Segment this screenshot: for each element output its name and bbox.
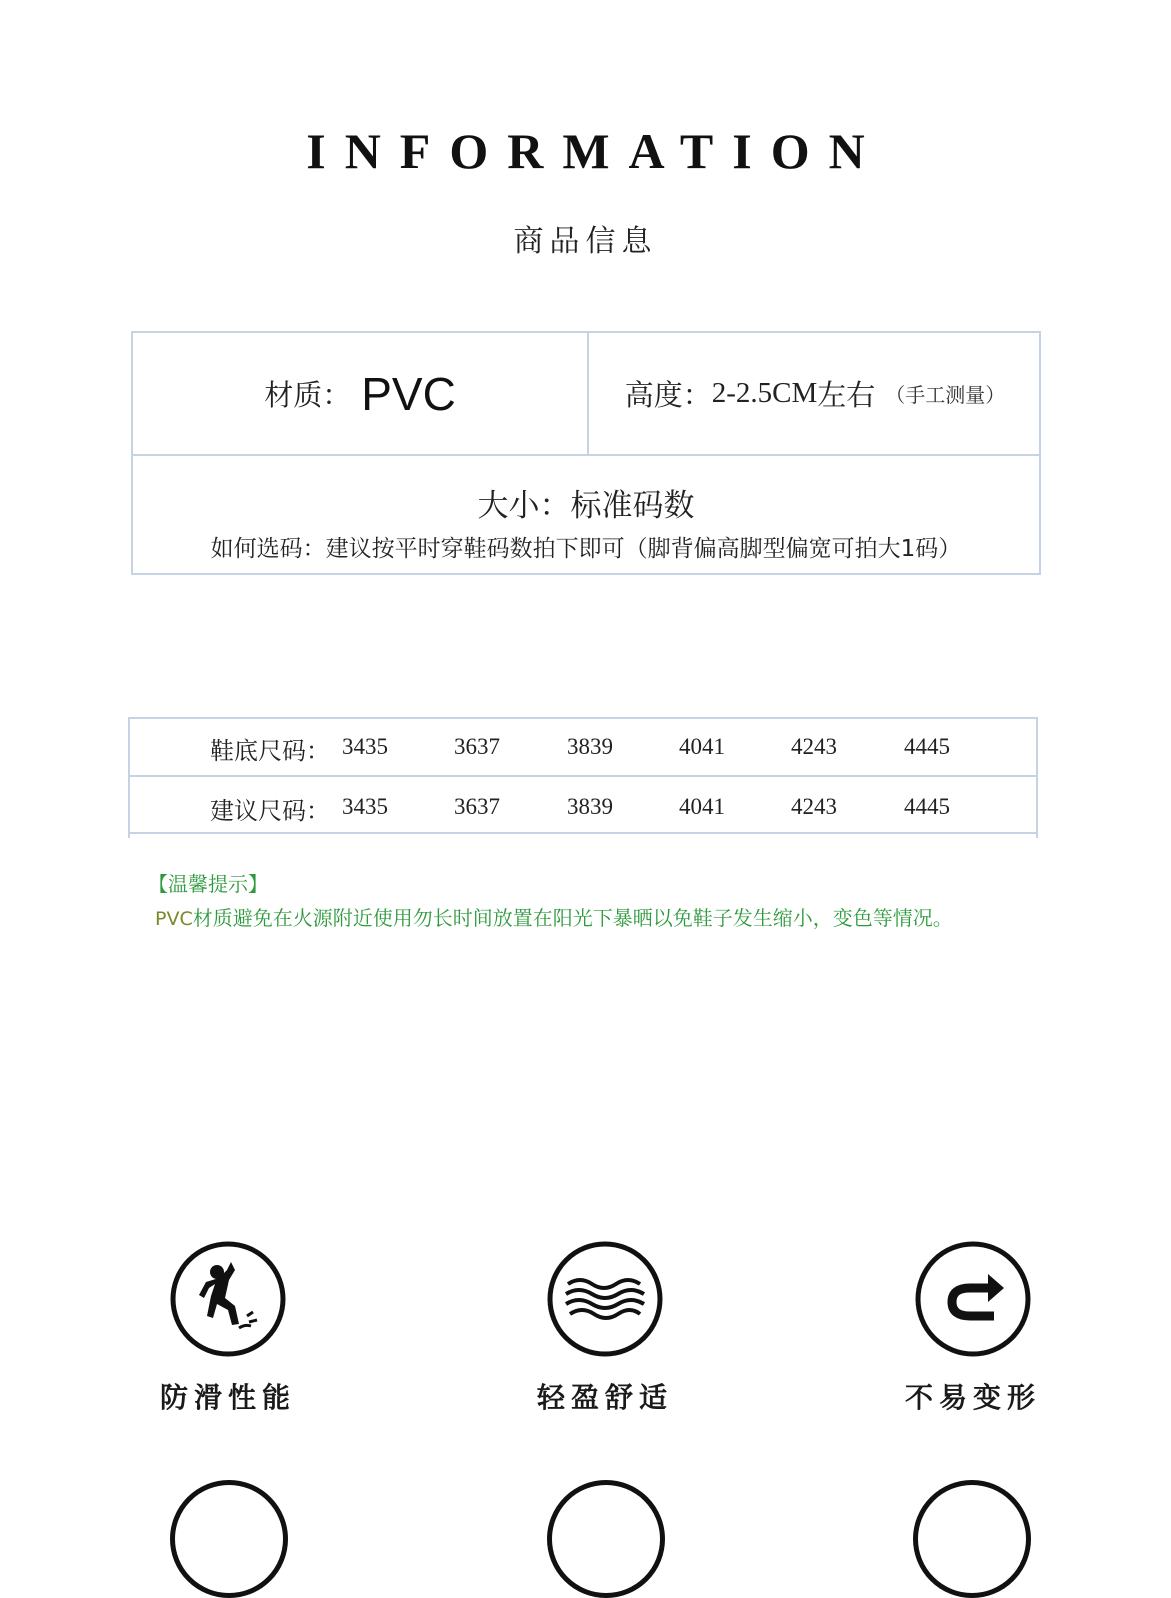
material-cell [133,333,587,454]
size-value: 3435 [342,794,388,819]
feature-label: 轻盈舒适 [536,1381,673,1414]
slip-person-icon [169,1240,287,1358]
table-row [128,717,1038,775]
tip-pvc: PVC [155,908,193,930]
product-info-box [131,331,1041,575]
size-value: 3435 [342,734,388,759]
feature-label: 防滑性能 [159,1381,296,1414]
row-label: 鞋底尺码： [210,737,330,765]
feature-lightweight [505,1240,705,1416]
size-table [128,717,1038,838]
waves-icon [546,1240,664,1358]
size-text: 大小：标准码数 [477,488,695,524]
size-value: 3839 [567,734,613,759]
size-value: 3637 [454,734,500,759]
size-value: 4243 [791,794,837,819]
height-cell [589,333,1041,454]
tip-body: 材质避免在火源附近使用勿长时间放置在阳光下暴晒以免鞋子发生缩小，变色等情况。 [192,906,953,930]
height-note: （手工测量） [885,383,1006,407]
size-value: 4445 [904,734,950,759]
tip-title: 【温馨提示】 [148,872,268,896]
feature-icon-partial [170,1480,288,1598]
size-value: 4243 [791,734,837,759]
feature-icon-partial [913,1480,1031,1598]
height-value: 2-2.5CM [711,377,818,409]
feature-icon-partial [547,1480,665,1598]
size-value: 3839 [567,794,613,819]
material-label: 材质： [264,378,352,412]
height-unit: 左右 [817,378,876,412]
feature-no-deform [873,1240,1073,1416]
table-row [128,777,1038,835]
row-label: 建议尺码： [210,797,330,825]
size-guide-text: 如何选码：建议按平时穿鞋码数拍下即可（脚背偏高脚型偏宽可拍大1码） [210,536,962,562]
material-value: PVC [361,367,456,420]
page-subtitle: 商品信息 [513,224,658,259]
size-value: 4041 [679,794,725,819]
feature-anti-slip [128,1240,328,1416]
size-value: 4445 [904,794,950,819]
return-arrow-icon [914,1240,1032,1358]
tip-text [155,902,953,931]
height-label: 高度： [624,378,712,412]
feature-label: 不易变形 [904,1381,1041,1414]
size-value: 3637 [454,794,500,819]
size-cell [133,456,1039,575]
size-value: 4041 [679,734,725,759]
page-title: INFORMATION [306,123,884,179]
